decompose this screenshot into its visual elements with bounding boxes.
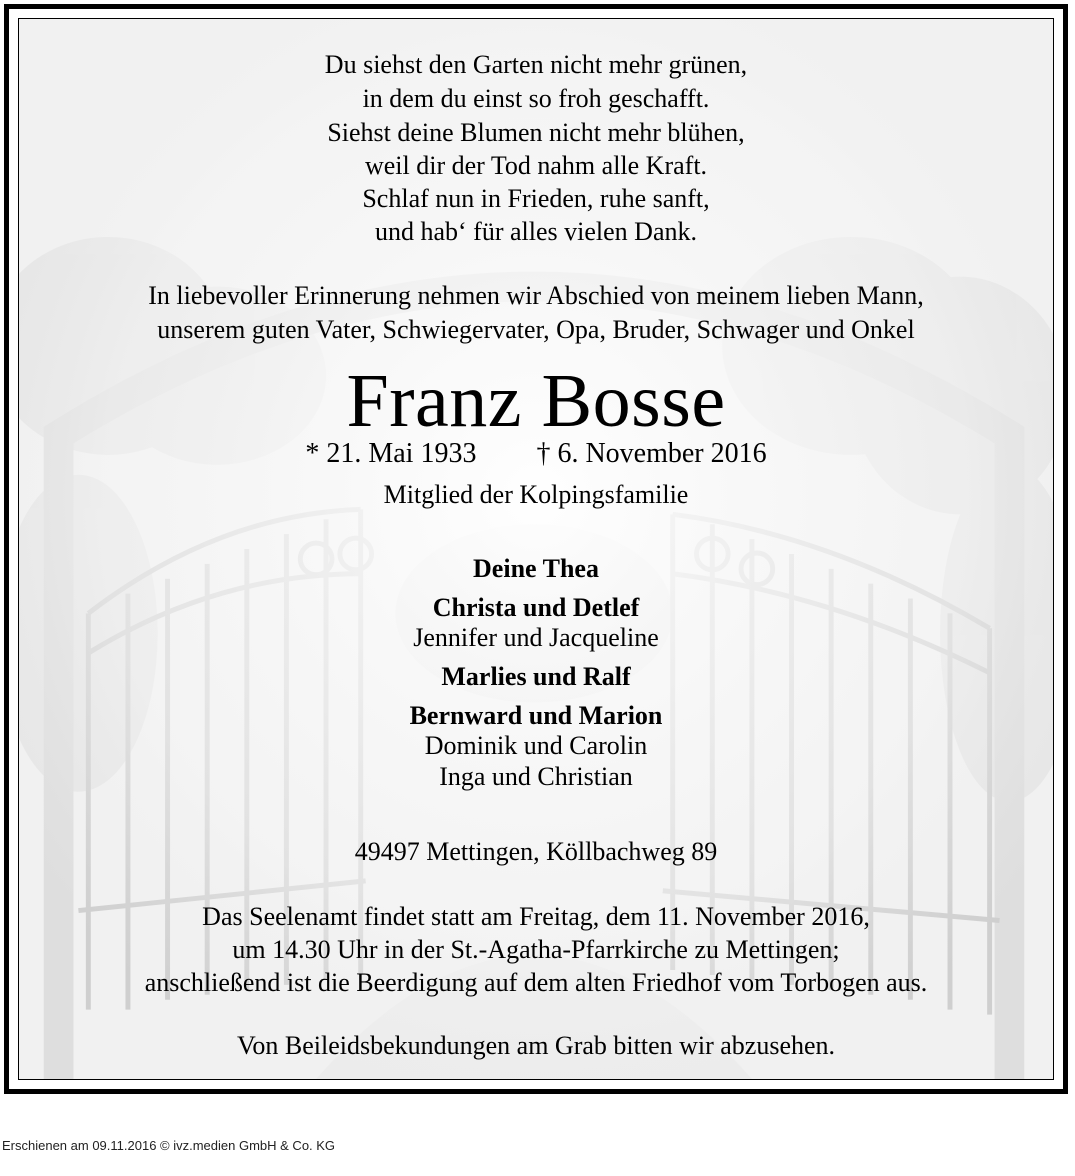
address: 49497 Mettingen, Köllbachweg 89 <box>354 837 718 866</box>
service-line: anschließend ist die Beerdigung auf dem alten Friedhof vom Torbogen aus. <box>144 968 928 997</box>
poem-line: Siehst deine Blumen nicht mehr blühen, <box>327 118 745 147</box>
mourner-name: Bernward und Marion <box>409 701 663 730</box>
service-line: um 14.30 Uhr in der St.-Agatha-Pfarrkirche zu Mettingen; <box>232 935 840 964</box>
closing-note: Von Beileidsbekundungen am Grab bitten wir abzusehen. <box>236 1031 836 1060</box>
obituary-frame <box>4 4 1068 1094</box>
mourner-name: Christa und Detlef <box>432 593 640 622</box>
membership: Mitglied der Kolpingsfamilie <box>383 480 689 509</box>
intro-line: In liebevoller Erinnerung nehmen wir Abschied von meinem lieben Mann, <box>148 281 924 310</box>
poem-line: weil dir der Tod nahm alle Kraft. <box>364 151 708 180</box>
poem-line: Schlaf nun in Frieden, ruhe sanft, <box>362 184 710 213</box>
death-date: † 6. November 2016 <box>536 438 767 469</box>
poem-line: in dem du einst so froh geschafft. <box>362 84 710 113</box>
obituary-inner-border <box>18 18 1054 1080</box>
service-line: Das Seelenamt findet statt am Freitag, dem 11. November 2016, <box>202 902 870 931</box>
mourner-name: Deine Thea <box>473 554 599 583</box>
life-dates <box>19 438 1053 470</box>
mourner-children: Inga und Christian <box>439 762 633 791</box>
deceased-name: Franz Bosse <box>346 359 726 443</box>
birth-date: * 21. Mai 1933 <box>305 438 477 469</box>
poem-line: und hab‘ für alles vielen Dank. <box>374 217 697 246</box>
mourner-children: Dominik und Carolin <box>424 731 648 760</box>
mourner-children: Jennifer und Jacqueline <box>413 623 659 652</box>
intro-line: unserem guten Vater, Schwiegervater, Opa, Bruder, Schwager und Onkel <box>157 315 915 344</box>
poem-line: Du siehst den Garten nicht mehr grünen, <box>324 50 748 79</box>
mourner-name: Marlies und Ralf <box>441 662 631 691</box>
obituary-text <box>19 19 1053 1079</box>
publication-footer: Erschienen am 09.11.2016 © ivz.medien GmbH & Co. KG <box>2 1138 336 1153</box>
